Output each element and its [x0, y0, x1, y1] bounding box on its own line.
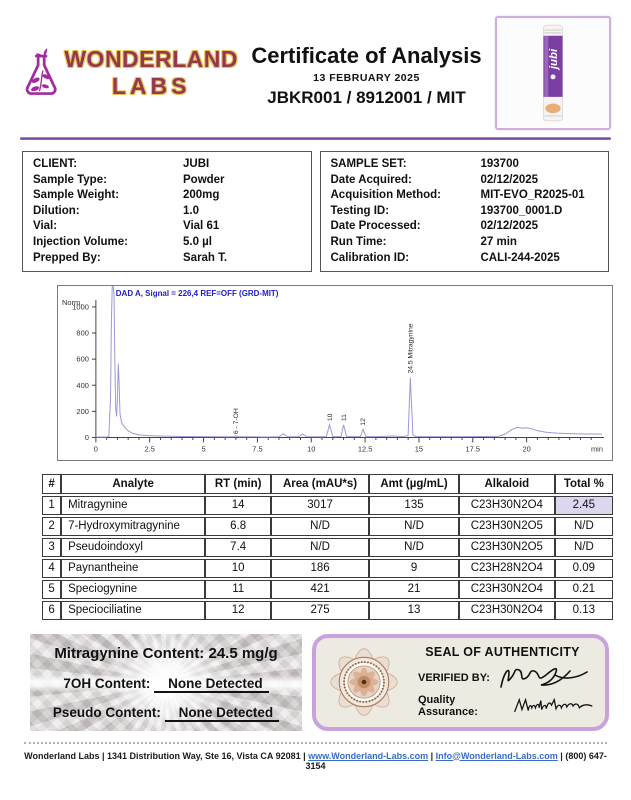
product-photo-frame — [495, 16, 611, 130]
svg-text:DAD A, Signal = 226,4 REF=OFF: DAD A, Signal = 226,4 REF=OFF (GRD-MIT) — [115, 289, 279, 299]
column-header: Total % — [555, 474, 613, 494]
svg-text:0: 0 — [93, 444, 98, 454]
table-cell: 7-Hydroxymitragynine — [61, 517, 205, 536]
table-cell: 6.8 — [205, 517, 271, 536]
info-value: 02/12/2025 — [480, 220, 539, 233]
table-cell: N/D — [369, 517, 459, 536]
table-cell: 0.09 — [555, 559, 613, 578]
chromatogram-panel — [57, 285, 613, 460]
svg-text:7.5: 7.5 — [252, 444, 263, 454]
sample-identifier: JBKR001 / 8912001 / MIT — [267, 87, 466, 107]
title-block — [238, 39, 495, 108]
mitragynine-content-value: 24.5 mg/g — [208, 644, 278, 662]
column-header: Amt (µg/mL) — [369, 474, 459, 494]
table-cell: C23H28N2O4 — [459, 559, 555, 578]
info-value: 193700_0001.D — [480, 204, 563, 217]
table-row — [42, 601, 613, 620]
info-value: 1.0 — [183, 204, 199, 217]
info-row — [33, 188, 301, 204]
table-cell: C23H30N2O5 — [459, 538, 555, 557]
info-row — [33, 157, 301, 173]
table-cell: Speciogynine — [61, 580, 205, 599]
info-label: Run Time: — [330, 235, 387, 248]
svg-text:17.5: 17.5 — [465, 444, 481, 454]
info-row — [331, 235, 599, 251]
info-value: JUBI — [183, 158, 210, 170]
acquisition-info-box — [320, 151, 610, 272]
table-cell: C23H30N2O5 — [459, 517, 555, 536]
quality-assurance-label: Quality Assurance: — [418, 694, 478, 719]
table-cell: 9 — [369, 559, 459, 578]
svg-text:min: min — [590, 444, 604, 454]
footer-separator — [24, 742, 607, 744]
table-cell: C23H30N2O4 — [459, 580, 555, 599]
info-label: Dilution: — [33, 204, 80, 217]
info-value: Sarah T. — [183, 251, 228, 264]
info-label: Calibration ID: — [330, 251, 410, 264]
svg-text:12: 12 — [360, 418, 368, 426]
info-row — [331, 188, 599, 204]
chromatogram-svg — [58, 286, 612, 459]
table-cell: 135 — [369, 496, 459, 515]
table-cell: 6 — [42, 601, 61, 620]
table-row — [42, 559, 613, 578]
info-value: MIT-EVO_R2025-01 — [480, 189, 585, 202]
info-label: CLIENT: — [33, 158, 78, 170]
info-row — [331, 173, 599, 189]
table-cell: 10 — [205, 559, 271, 578]
info-row — [33, 219, 301, 235]
svg-text:2.5: 2.5 — [144, 444, 155, 454]
info-row — [331, 157, 599, 173]
table-row — [42, 538, 613, 557]
info-label: Sample Type: — [33, 173, 107, 186]
7oh-content-line — [38, 676, 294, 691]
info-value: 193700 — [480, 158, 519, 170]
mitragynine-content-line — [38, 645, 294, 662]
table-cell: Mitragynine — [61, 496, 205, 515]
info-value: 27 min — [480, 235, 517, 248]
svg-text:10: 10 — [326, 413, 334, 422]
pseudo-content-line — [38, 705, 294, 720]
info-label: Date Acquired: — [330, 173, 412, 186]
table-row — [42, 496, 613, 515]
svg-text:1000: 1000 — [72, 302, 89, 312]
table-cell: 13 — [369, 601, 459, 620]
product-stickpack-image — [532, 22, 574, 124]
svg-text:11: 11 — [340, 414, 348, 422]
report-date: 13 FEBRUARY 2025 — [313, 71, 420, 84]
svg-text:10: 10 — [307, 444, 316, 454]
footer-sep: | — [428, 750, 436, 761]
table-cell: N/D — [271, 538, 369, 557]
info-value: CALI-244-2025 — [480, 251, 560, 264]
table-cell: 5 — [42, 580, 61, 599]
header — [20, 16, 611, 130]
product-brand-text: jubi — [547, 48, 560, 70]
7oh-content-value: None Detected — [154, 676, 269, 693]
verified-by-row — [418, 663, 595, 693]
table-cell: C23H30N2O4 — [459, 496, 555, 515]
footer-website-link[interactable]: www.Wonderland-Labs.com — [308, 750, 429, 761]
seal-title: SEAL OF AUTHENTICITY — [425, 645, 580, 660]
table-cell: N/D — [555, 517, 613, 536]
wonderland-labs-logo — [20, 29, 238, 117]
logo-text-line1: WONDERLAND — [64, 46, 238, 72]
results-table — [42, 472, 613, 622]
table-cell: 2 — [42, 517, 61, 536]
flask-logo-icon — [20, 29, 62, 117]
info-label: Date Processed: — [330, 220, 421, 233]
info-row — [331, 251, 599, 267]
svg-text:15: 15 — [414, 444, 424, 454]
table-cell: 12 — [205, 601, 271, 620]
table-cell: 11 — [205, 580, 271, 599]
sample-info-section — [22, 151, 609, 272]
info-row — [331, 219, 599, 235]
table-cell: C23H30N2O4 — [459, 601, 555, 620]
info-label: Sample Weight: — [33, 189, 120, 202]
info-label: Testing ID: — [330, 204, 390, 217]
table-cell: 21 — [369, 580, 459, 599]
purple-divider — [20, 137, 611, 140]
info-row — [33, 173, 301, 189]
column-header: Alkaloid — [459, 474, 555, 494]
info-row — [33, 251, 301, 267]
table-cell: Paynantheine — [61, 559, 205, 578]
svg-text:Norm.: Norm. — [62, 298, 83, 308]
info-label: Injection Volume: — [33, 235, 128, 248]
svg-text:5: 5 — [201, 444, 206, 454]
table-cell: N/D — [369, 538, 459, 557]
svg-text:24.5 Mitragynine: 24.5 Mitragynine — [407, 323, 415, 374]
footer — [20, 751, 611, 771]
info-value: 5.0 µl — [183, 235, 213, 248]
table-cell: N/D — [271, 517, 369, 536]
footer-address: Wonderland Labs | 1341 Distribution Way, Ste 16, Vista CA 92081 | — [24, 750, 309, 761]
svg-text:12.5: 12.5 — [357, 444, 373, 454]
svg-text:200: 200 — [76, 407, 89, 417]
table-cell: Speciociliatine — [61, 601, 205, 620]
pseudo-content-value: None Detected — [165, 705, 280, 722]
logo-text-line2: LABS — [111, 73, 191, 99]
table-cell: Pseudoindoxyl — [61, 538, 205, 557]
info-row — [33, 204, 301, 220]
verified-by-label: VERIFIED BY: — [418, 672, 490, 685]
table-cell: 1 — [42, 496, 61, 515]
mitragynine-content-label: Mitragynine Content: — [54, 644, 205, 662]
page-title: Certificate of Analysis — [251, 42, 482, 68]
seal-of-authenticity-box — [312, 634, 609, 731]
info-row — [331, 204, 599, 220]
svg-text:0: 0 — [84, 433, 89, 443]
column-header: # — [42, 474, 61, 494]
svg-text:600: 600 — [76, 354, 89, 364]
table-cell: 3 — [42, 538, 61, 557]
svg-text:20: 20 — [522, 444, 531, 454]
info-label: Vial: — [33, 220, 58, 233]
table-cell: 186 — [271, 559, 369, 578]
info-value: 200mg — [183, 189, 220, 202]
table-cell: 14 — [205, 496, 271, 515]
wordmark — [64, 46, 238, 100]
bottom-section — [30, 634, 609, 731]
info-label: Prepped By: — [33, 251, 101, 264]
svg-text:6 - 7-OH: 6 - 7-OH — [233, 408, 241, 435]
table-cell: 4 — [42, 559, 61, 578]
column-header: RT (min) — [205, 474, 271, 494]
table-row — [42, 580, 613, 599]
client-info-box — [22, 151, 312, 272]
table-cell: 0.13 — [555, 601, 613, 620]
pseudo-content-label: Pseudo Content: — [52, 704, 161, 720]
footer-email-link[interactable]: Info@Wonderland-Labs.com — [435, 750, 558, 761]
svg-text:800: 800 — [76, 328, 89, 338]
quality-assurance-row — [418, 694, 595, 718]
seal-text-block — [410, 645, 595, 719]
table-cell: 421 — [271, 580, 369, 599]
table-cell: 2.45 — [555, 496, 613, 515]
table-cell: 0.21 — [555, 580, 613, 599]
verified-signature — [495, 663, 591, 693]
column-header: Analyte — [61, 474, 205, 494]
table-cell: N/D — [555, 538, 613, 557]
info-value: Powder — [183, 173, 225, 186]
info-label: Acquisition Method: — [330, 189, 442, 202]
table-cell: 7.4 — [205, 538, 271, 557]
seal-rosette-icon — [326, 644, 402, 720]
column-header: Area (mAU*s) — [271, 474, 369, 494]
info-value: Vial 61 — [183, 220, 220, 233]
table-cell: 3017 — [271, 496, 369, 515]
qa-signature — [513, 695, 595, 717]
svg-text:400: 400 — [76, 380, 89, 390]
info-value: 02/12/2025 — [480, 173, 539, 186]
7oh-content-label: 7OH Content: — [63, 675, 151, 691]
info-label: SAMPLE SET: — [330, 158, 407, 170]
content-summary-box — [30, 634, 302, 731]
table-cell: 275 — [271, 601, 369, 620]
info-row — [33, 235, 301, 251]
footer-phone: | (800) 647-3154 — [305, 750, 607, 771]
table-row — [42, 517, 613, 536]
